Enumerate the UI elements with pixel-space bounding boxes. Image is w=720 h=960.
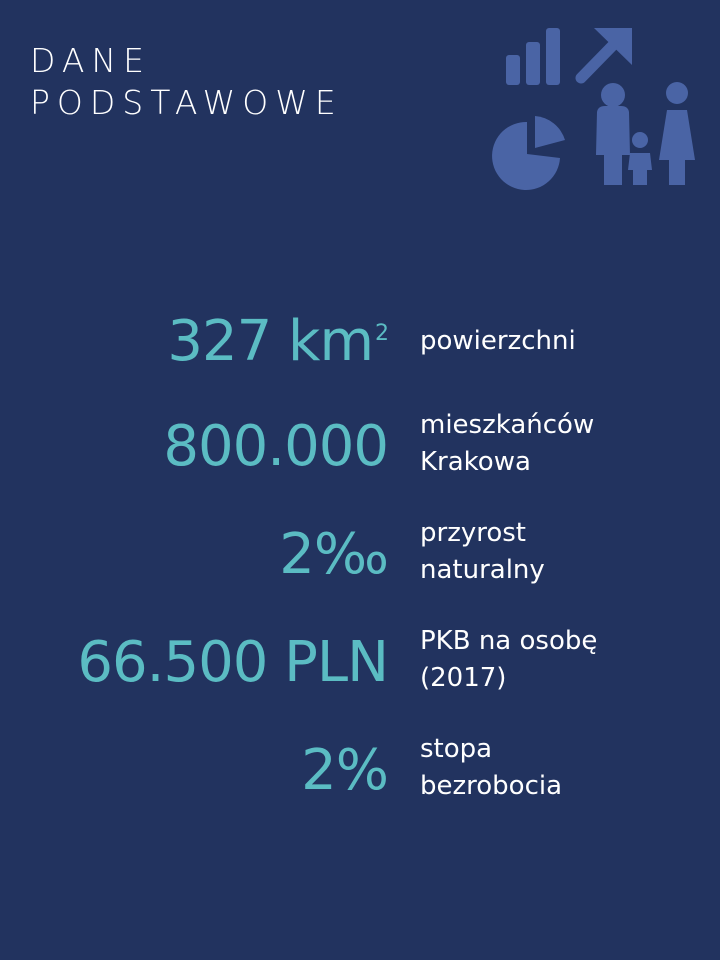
stat-population-label: mieszkańców Krakowa	[420, 410, 595, 477]
stat-gdp-value: 66.500 PLN	[77, 630, 388, 695]
stat-unemployment-label: stopa bezrobocia	[420, 734, 563, 801]
page-title-line-2: PODSTAWOWE	[30, 83, 343, 122]
stat-gdp-label: PKB na osobę (2017)	[420, 626, 598, 693]
stat-natural-growth-value: 2‰	[279, 522, 388, 587]
superscript-two: 2	[375, 321, 388, 346]
stat-population-value: 800.000	[163, 414, 388, 479]
page-title-line-1: DANE	[30, 41, 151, 80]
stat-unemployment-value: 2%	[301, 738, 388, 803]
stat-area-value: 327 $km^2$	[167, 309, 388, 374]
stat-natural-growth-label: przyrost naturalny	[420, 518, 545, 585]
stat-area-label: powierzchni	[420, 326, 576, 356]
